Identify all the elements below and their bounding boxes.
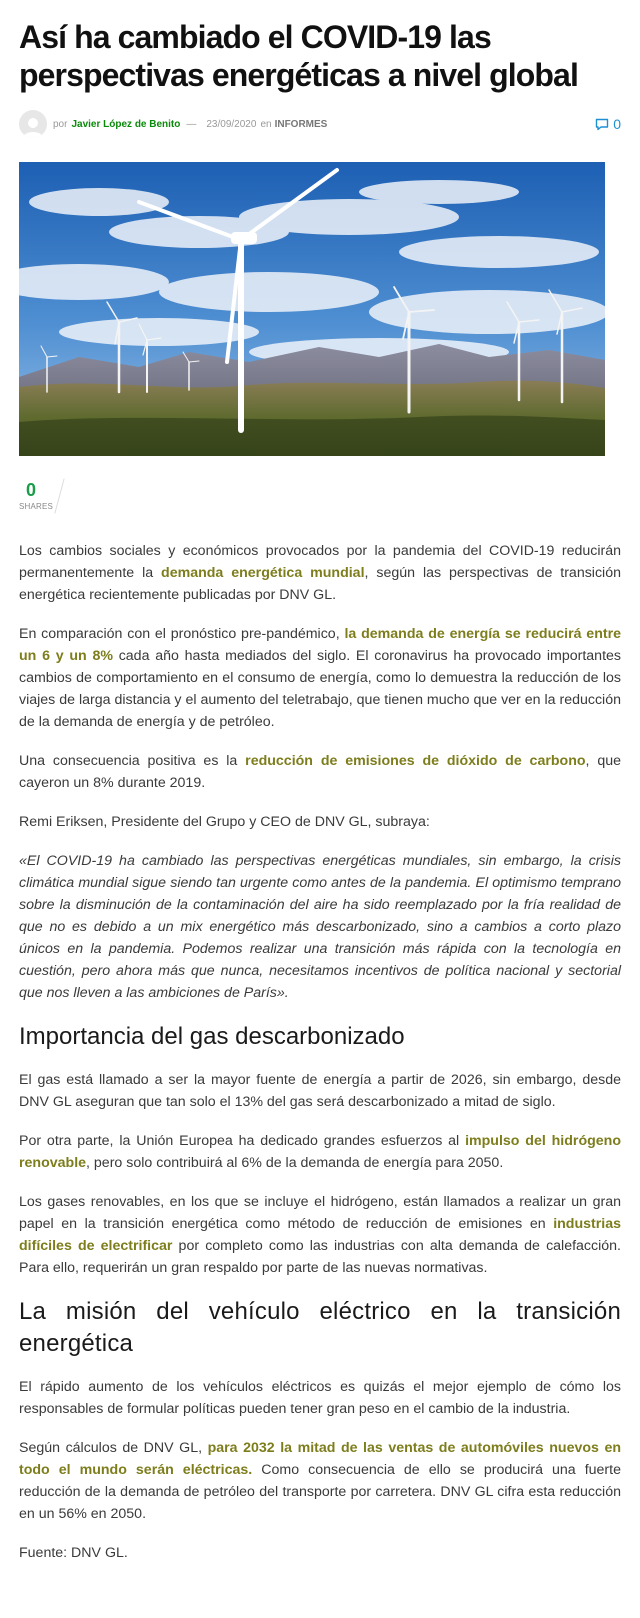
paragraph: Los cambios sociales y económicos provocados por la pandemia del COVID-19 reducirán permanentemente la demanda energética mundial, según las perspectivas de transición energética recientemente publicadas por DNV GL. (19, 543, 621, 603)
paragraph: Los gases renovables, en los que se incluye el hidrógeno, están llamados a realizar un gran papel en la transición energética como método de reducción de emisiones en industrias difíciles de electrificar por completo como las industrias con alta demanda de calefacción. Para ello, requerirán un gran respaldo por parte de las nuevas normativas. (19, 1194, 621, 1276)
avatar[interactable] (19, 110, 47, 138)
share-counter (19, 478, 79, 518)
user-icon (21, 114, 45, 138)
highlight-link[interactable]: industrias difíciles de electrificar (19, 1216, 621, 1254)
by-label: por (53, 118, 68, 130)
article-page (0, 18, 640, 1618)
highlight-link[interactable]: la demanda de energía se reducirá entre un 6 y un 8% (19, 626, 621, 664)
article-meta (19, 108, 621, 140)
share-label: SHARES (19, 502, 54, 511)
hero-image (19, 162, 605, 456)
blockquote: «El COVID-19 ha cambiado las perspectivas energéticas mundiales, sin embargo, la crisis climática mundial sigue siendo tan urgente como antes de la pandemia. El optimismo temprano sobre la disminución de la contaminación del aire ha sido reemplazado por la fría realidad de que no es debido a un mix energético más descarbonizado, sino a cambios a corto plazo únicos en la pandemia. Podemos realizar una transición más rápida con la tecnología en cuestión, pero ahora más que nunca, necesitamos incentivos de política nacional y sectorial que nos lleven a las ambiciones de París». (19, 853, 621, 1001)
section-heading: La misión del vehículo eléctrico en la transición energética (19, 1298, 621, 1357)
highlight-link[interactable]: impulso del hidrógeno renovable (19, 1133, 621, 1171)
paragraph: Una consecuencia positiva es la reducción de emisiones de dióxido de carbono, que cayeron un 8% durante 2019. (19, 753, 621, 791)
comments-link[interactable] (595, 116, 621, 132)
highlight-link[interactable]: demanda energética mundial (161, 565, 365, 581)
author-link[interactable]: Javier López de Benito (71, 118, 181, 130)
paragraph: El gas está llamado a ser la mayor fuente de energía a partir de 2026, sin embargo, desde DNV GL aseguran que tan solo el 13% del gas será descarbonizado a mitad de siglo. (19, 1072, 621, 1110)
category-link[interactable]: INFORMES (274, 118, 328, 130)
share-divider (54, 478, 64, 513)
paragraph: El rápido aumento de los vehículos eléctricos es quizás el mejor ejemplo de cómo los responsables de formular políticas pueden tener gran peso en el cambio de la industria. (19, 1379, 621, 1417)
comment-count: 0 (613, 116, 621, 132)
comment-icon (595, 118, 609, 131)
paragraph: Según cálculos de DNV GL, para 2032 la mitad de las ventas de automóviles nuevos en todo el mundo serán eléctricas. Como consecuencia de ello se producirá una fuerte reducción de la demanda de petróleo del transporte por carretera. DNV GL cifra esta reducción en un 56% en 2050. (19, 1440, 621, 1522)
paragraph: En comparación con el pronóstico pre-pandémico, la demanda de energía se reducirá entre un 6 y un 8% cada año hasta mediados del siglo. El coronavirus ha provocado importantes cambios de comportamiento en el consumo de energía, como lo demuestra la reducción de los viajes de larga distancia y el aumento del teletrabajo, que tienen mucho que ver en la reducción de la demanda de energía y de petróleo. (19, 626, 622, 730)
source-line: Fuente: DNV GL. (19, 1545, 128, 1561)
paragraph: Por otra parte, la Unión Europea ha dedicado grandes esfuerzos al impulso del hidrógeno renovable, pero solo contribuirá al 6% de la demanda de energía para 2050. (19, 1133, 621, 1171)
article-title: Así ha cambiado el COVID-19 las perspectivas energéticas a nivel global (19, 19, 578, 93)
share-count: 0 (26, 480, 37, 500)
publish-date: 23/09/2020 (206, 118, 257, 130)
meta-dash: — (186, 118, 197, 130)
highlight-link[interactable]: para 2032 la mitad de las ventas de automóviles nuevos en todo el mundo serán eléctricas. (19, 1440, 621, 1478)
article-body (19, 540, 621, 1564)
section-heading: Importancia del gas descarbonizado (19, 1023, 405, 1050)
highlight-link[interactable]: reducción de emisiones de dióxido de carbono (245, 753, 586, 769)
paragraph: Remi Eriksen, Presidente del Grupo y CEO de DNV GL, subraya: (19, 814, 430, 830)
in-label: en (260, 118, 272, 130)
